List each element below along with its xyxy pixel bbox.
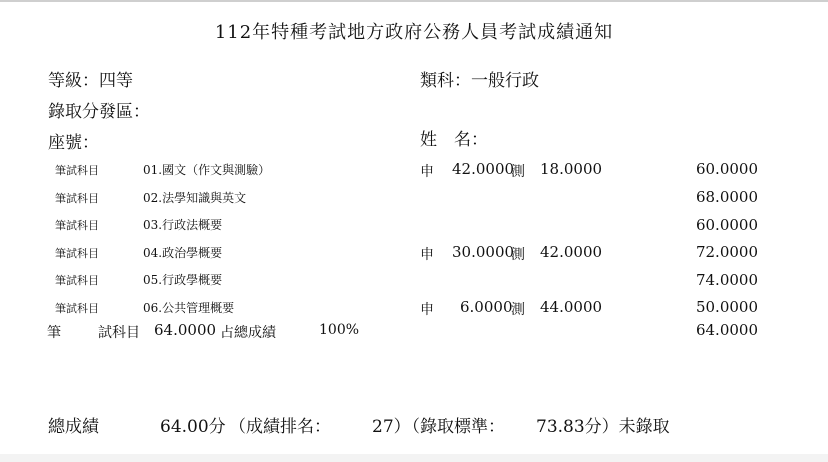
subject-total: 72.0000 [695,243,758,261]
placement-area-label: 錄取分發區： [48,102,150,122]
written-ratio: 100% [319,322,360,338]
subject-name: 04.政治學概要 [143,246,223,260]
essay-score: 30.0000 [452,243,515,261]
notice-title: 112年特種考試地方政府公務人員考試成績通知 [214,22,614,43]
written-score: 64.0000 [154,321,217,339]
subject-type: 筆試科目 [55,164,99,177]
subject-total: 60.0000 [695,160,758,178]
essay-mark: 申 [420,164,434,180]
name-label: 姓 名： [420,130,488,150]
admission-standard-label: （錄取標準： [403,417,505,437]
subject-total: 68.0000 [695,188,758,206]
subject-name: 01.國文（作文與測驗） [143,163,271,177]
rank-value: 27） [372,417,411,437]
test-score: 42.0000 [540,243,603,261]
subject-name: 03.行政法概要 [143,218,223,232]
essay-mark: 申 [420,247,434,263]
written-label-a: 筆 [47,325,61,341]
test-mark: 測 [511,164,525,180]
subject-name: 02.法學知識與英文 [143,191,247,205]
subject-type: 筆試科目 [55,247,99,260]
final-score-label: 總成績 [48,417,99,437]
essay-score: 6.0000 [460,298,513,316]
written-ratio-label: 占總成績 [220,325,276,341]
subject-name: 06.公共管理概要 [143,301,235,315]
subject-type: 筆試科目 [55,302,99,315]
subject-total: 74.0000 [695,271,758,289]
admission-standard-value: 73.83分）未錄取 [536,417,670,437]
subject-total: 50.0000 [695,298,758,316]
essay-mark: 申 [420,302,434,318]
essay-score: 42.0000 [452,160,515,178]
test-mark: 測 [511,247,525,263]
test-score: 44.0000 [540,298,603,316]
written-label-b: 試科目 [98,325,140,341]
final-score: 64.00分 [160,417,226,437]
seat-number-label: 座號： [48,133,99,153]
subject-total: 60.0000 [695,216,758,234]
top-strip [0,0,828,2]
subject-type: 筆試科目 [55,219,99,232]
written-total: 64.0000 [695,321,758,339]
bottom-edge [0,454,828,462]
subject-type: 筆試科目 [55,274,99,287]
test-score: 18.0000 [540,160,603,178]
test-mark: 測 [511,302,525,318]
category-label: 類科：一般行政 [420,71,539,91]
grade-label: 等級：四等 [48,71,133,91]
subject-type: 筆試科目 [55,192,99,205]
rank-label: （成績排名： [229,417,331,437]
subject-name: 05.行政學概要 [143,273,223,287]
